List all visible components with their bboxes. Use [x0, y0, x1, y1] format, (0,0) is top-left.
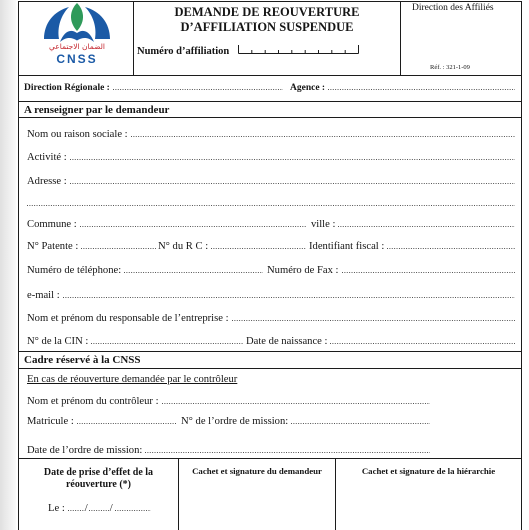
- manager-input[interactable]: [232, 320, 515, 321]
- commune-field: [27, 218, 306, 231]
- address-label: Adresse :: [27, 175, 67, 187]
- effective-date-month-input[interactable]: [89, 510, 110, 511]
- manager-field: [27, 312, 515, 325]
- cin-input[interactable]: [91, 343, 244, 344]
- address-field: [27, 175, 515, 188]
- controller-name-input[interactable]: [162, 403, 430, 404]
- city-field: [311, 218, 515, 231]
- agence-field: [290, 82, 515, 95]
- name-input[interactable]: [131, 136, 515, 137]
- logo-name: CNSS: [56, 52, 98, 66]
- controller-name-label: Nom et prénom du contrôleur :: [27, 395, 159, 407]
- header-divider-right: [400, 1, 401, 75]
- location-bottom-border: [18, 101, 522, 102]
- cnss-title-border: [18, 368, 522, 369]
- address-line-2-input[interactable]: [27, 205, 515, 206]
- frame-left-border: [18, 1, 19, 530]
- agence-input[interactable]: [328, 89, 515, 90]
- birthdate-field: [246, 335, 515, 348]
- matricule-input[interactable]: [77, 423, 177, 424]
- rc-input[interactable]: [211, 248, 306, 249]
- commune-input[interactable]: [80, 226, 306, 227]
- tax-id-input[interactable]: [387, 248, 515, 249]
- department-name: Direction des Affiliés: [412, 3, 494, 13]
- mission-date-field: [27, 444, 430, 457]
- activity-input[interactable]: [70, 159, 515, 160]
- matricule-label: Matricule :: [27, 415, 74, 427]
- direction-regionale-field: [24, 82, 283, 95]
- hierarchy-stamp-cell[interactable]: [336, 459, 521, 530]
- mission-order-field: [181, 415, 430, 428]
- fax-input[interactable]: [342, 272, 516, 273]
- rc-field: [158, 240, 306, 253]
- fax-label: Numéro de Fax :: [267, 264, 339, 276]
- effective-date-cell: [19, 459, 178, 530]
- agence-label: Agence :: [290, 82, 326, 93]
- birthdate-input[interactable]: [330, 343, 515, 344]
- affiliation-number-label: Numéro d’affiliation: [137, 45, 230, 57]
- phone-field: [27, 264, 263, 277]
- applicant-section-title: A renseigner par le demandeur: [24, 103, 170, 116]
- manager-label: Nom et prénom du responsable de l’entreprise :: [27, 312, 229, 324]
- mission-order-input[interactable]: [291, 423, 430, 424]
- affiliation-number-input[interactable]: [238, 43, 360, 55]
- logo-center-leaf: [71, 3, 83, 31]
- name-label: Nom ou raison sociale :: [27, 128, 128, 140]
- date-separator-1: /: [84, 502, 88, 514]
- scan-shadow: [0, 0, 16, 530]
- form-title-line1: DEMANDE DE REOUVERTURE: [174, 5, 360, 19]
- cnss-section-title: Cadre réservé à la CNSS: [24, 353, 141, 366]
- rc-label: N° du R C :: [158, 240, 209, 252]
- cnss-section-subtitle: En cas de réouverture demandée par le contrôleur: [27, 373, 238, 385]
- effective-date-title-line1: Date de prise d’effet de la: [43, 467, 154, 478]
- patente-input[interactable]: [81, 248, 156, 249]
- applicant-stamp-title: Cachet et signature du demandeur: [192, 466, 322, 476]
- cin-label: N° de la CIN :: [27, 335, 89, 347]
- form-title-line2: D’AFFILIATION SUSPENDUE: [180, 20, 354, 34]
- logo-base-arc: [60, 31, 94, 42]
- effective-date-field: [48, 502, 151, 515]
- cin-field: [27, 335, 244, 348]
- email-field: [27, 289, 515, 302]
- matricule-field: [27, 415, 177, 428]
- effective-date-year-input[interactable]: [115, 510, 151, 511]
- frame-right-border: [521, 1, 522, 530]
- phone-label: Numéro de téléphone:: [27, 264, 122, 276]
- applicant-title-border: [18, 117, 522, 118]
- date-separator-2: /: [109, 502, 113, 514]
- effective-date-title-line2: réouverture (*): [65, 479, 132, 490]
- birthdate-label: Date de naissance :: [246, 335, 328, 347]
- mission-date-label: Date de l’ordre de mission:: [27, 444, 143, 456]
- hierarchy-stamp-title: Cachet et signature de la hiérarchie: [361, 466, 496, 476]
- cnss-logo: [40, 2, 114, 44]
- cnss-section-top-border: [18, 351, 522, 352]
- header-bottom-border: [18, 75, 522, 76]
- effective-date-label: Le :: [48, 502, 65, 514]
- address-input[interactable]: [70, 183, 515, 184]
- direction-regionale-input[interactable]: [113, 89, 283, 90]
- controller-name-field: [27, 395, 430, 408]
- form-title: [134, 5, 400, 35]
- city-input[interactable]: [338, 226, 515, 227]
- email-input[interactable]: [63, 297, 515, 298]
- phone-input[interactable]: [124, 272, 263, 273]
- activity-label: Activité :: [27, 151, 67, 163]
- direction-regionale-label: Direction Régionale :: [24, 82, 110, 93]
- effective-date-day-input[interactable]: [68, 510, 85, 511]
- applicant-stamp-cell[interactable]: [179, 459, 335, 530]
- email-label: e-mail :: [27, 289, 60, 301]
- mission-date-input[interactable]: [145, 452, 430, 453]
- logo-arabic-name: الضمان الاجتماعي: [49, 42, 105, 51]
- city-label: ville :: [311, 218, 336, 230]
- form-reference: Réf. : 321-1-09: [430, 64, 470, 71]
- name-field: [27, 128, 515, 141]
- patente-field: [27, 240, 156, 253]
- activity-field: [27, 151, 515, 164]
- commune-label: Commune :: [27, 218, 77, 230]
- patente-label: N° Patente :: [27, 240, 79, 252]
- tax-id-label: Identifiant fiscal :: [309, 240, 385, 252]
- mission-order-label: N° de l’ordre de mission:: [181, 415, 289, 427]
- fax-field: [267, 264, 515, 277]
- tax-id-field: [309, 240, 515, 253]
- effective-date-title: [19, 467, 178, 491]
